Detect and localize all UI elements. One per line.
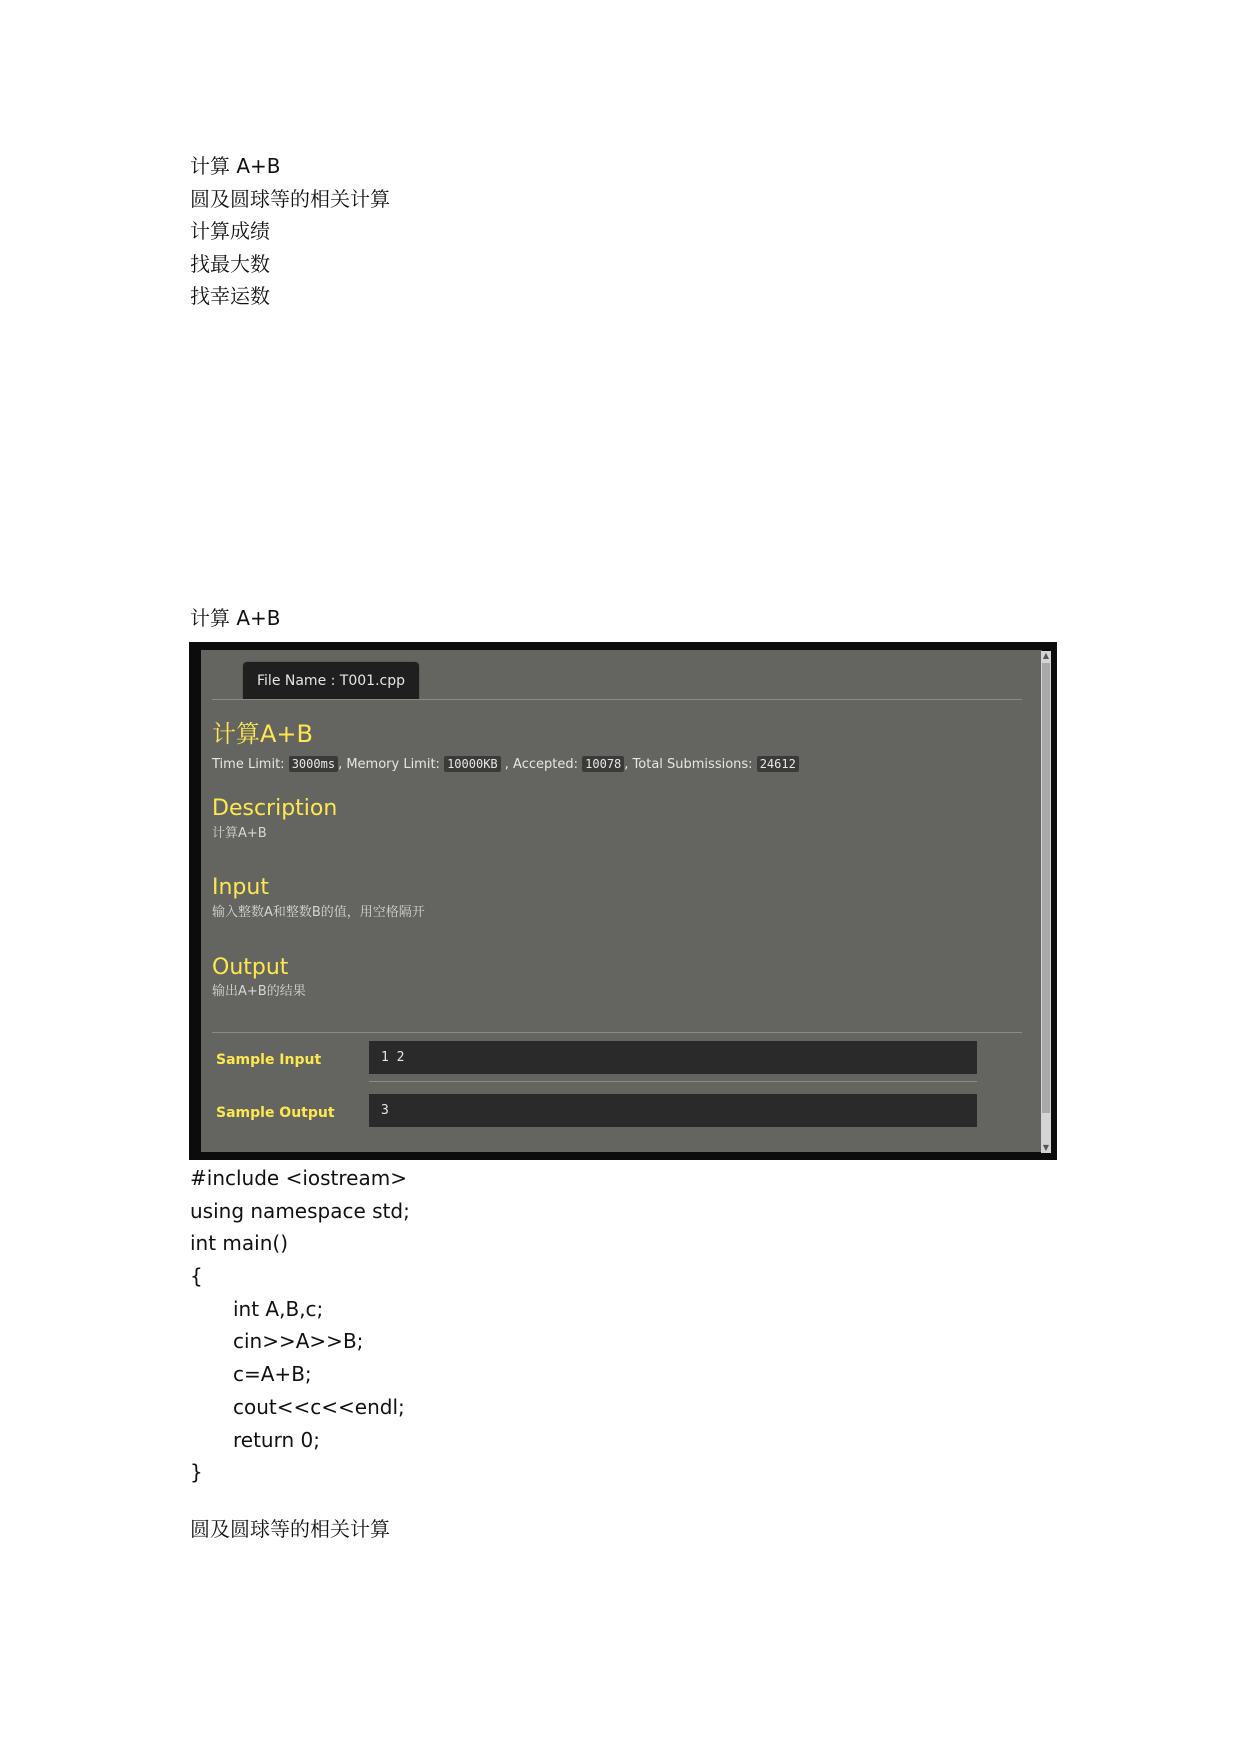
scroll-down-icon[interactable]: ▼ — [1042, 1143, 1050, 1152]
toc-item[interactable]: 计算 A+B — [190, 154, 281, 178]
problem-title: 计算A+B — [212, 720, 313, 748]
accepted-value: 10078 — [582, 756, 624, 772]
problem-limits — [212, 754, 799, 775]
sample-input-label: Sample Input — [216, 1052, 322, 1068]
code-line: cin>>A>>B; — [233, 1329, 364, 1354]
total-submissions-label: , Total Submissions: — [624, 757, 753, 772]
table-of-contents — [190, 150, 390, 313]
code-line: cout<<c<<endl; — [233, 1394, 405, 1419]
toc-item[interactable]: 计算成绩 — [190, 219, 270, 243]
problem-screenshot — [189, 642, 1057, 1160]
scroll-up-icon[interactable]: ▲ — [1042, 651, 1050, 660]
output-text: 输出A+B的结果 — [212, 984, 306, 999]
sample-input-box: 1 2 — [369, 1041, 977, 1074]
code-line: c=A+B; — [233, 1362, 312, 1387]
problem-panel — [201, 650, 1042, 1152]
time-limit-value: 3000ms — [289, 756, 338, 772]
sample-output-label: Sample Output — [216, 1105, 335, 1121]
code-line: } — [190, 1460, 203, 1485]
sample-output-box: 3 — [369, 1094, 977, 1127]
code-line: int main() — [190, 1231, 289, 1256]
divider — [369, 1081, 977, 1082]
code-line: return 0; — [233, 1427, 320, 1452]
time-limit-label: Time Limit: — [212, 757, 285, 772]
output-title: Output — [212, 955, 289, 980]
input-title: Input — [212, 875, 269, 900]
memory-limit-value: 10000KB — [444, 756, 501, 772]
memory-limit-label: , Memory Limit: — [338, 757, 440, 772]
total-submissions-value: 24612 — [757, 756, 799, 772]
file-name-tab: File Name : T001.cpp — [242, 661, 420, 699]
code-line: int A,B,c; — [233, 1296, 324, 1321]
toc-item[interactable]: 找最大数 — [190, 251, 270, 276]
divider — [212, 699, 1022, 700]
description-title: Description — [212, 796, 338, 821]
source-code — [190, 1162, 410, 1489]
divider — [212, 1032, 1022, 1033]
code-line: #include <iostream> — [190, 1166, 407, 1190]
input-text: 输入整数A和整数B的值，用空格隔开 — [212, 905, 425, 920]
section-heading: 圆及圆球等的相关计算 — [190, 1517, 390, 1541]
scrollbar[interactable] — [1041, 651, 1051, 1153]
toc-item[interactable]: 找幸运数 — [190, 284, 270, 308]
description-text: 计算A+B — [212, 826, 267, 841]
accepted-label: , Accepted: — [504, 757, 578, 772]
toc-item[interactable]: 圆及圆球等的相关计算 — [190, 186, 390, 211]
code-line: { — [190, 1264, 203, 1289]
section-heading: 计算 A+B — [190, 606, 281, 630]
scrollbar-thumb[interactable] — [1042, 663, 1050, 1113]
code-line: using namespace std; — [190, 1198, 410, 1223]
